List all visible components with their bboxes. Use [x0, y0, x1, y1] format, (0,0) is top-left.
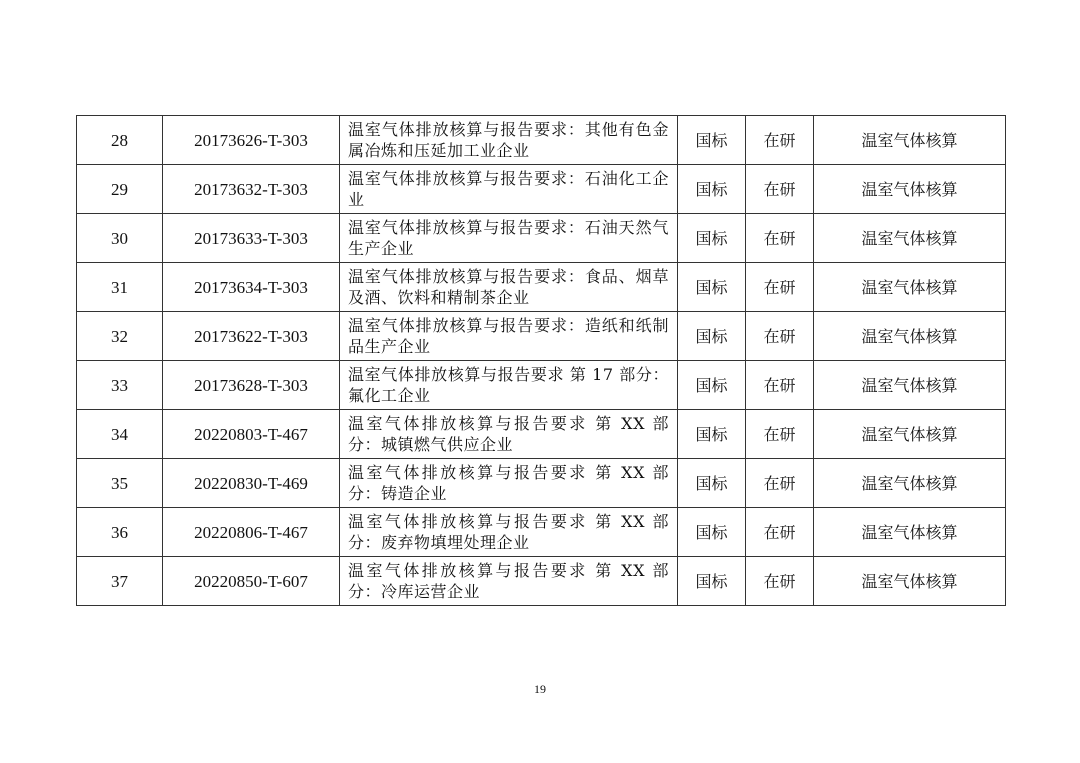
plan-code: 20220850-T-607 — [163, 557, 340, 606]
row-number: 33 — [77, 361, 163, 410]
standard-status: 在研 — [746, 459, 814, 508]
table-body — [77, 116, 1006, 606]
table-row — [77, 361, 1006, 410]
standard-category: 温室气体核算 — [814, 263, 1006, 312]
standard-name: 温室气体排放核算与报告要求：造纸和纸制品生产企业 — [340, 312, 678, 361]
standard-name: 温室气体排放核算与报告要求 第 XX 部分：城镇燃气供应企业 — [340, 410, 678, 459]
plan-code: 20173626-T-303 — [163, 116, 340, 165]
standard-type: 国标 — [678, 263, 746, 312]
standards-table — [76, 115, 1006, 606]
standard-status: 在研 — [746, 557, 814, 606]
standard-type: 国标 — [678, 165, 746, 214]
standard-category: 温室气体核算 — [814, 116, 1006, 165]
standard-name: 温室气体排放核算与报告要求 第 XX 部分：冷库运营企业 — [340, 557, 678, 606]
row-number: 34 — [77, 410, 163, 459]
standard-status: 在研 — [746, 508, 814, 557]
standard-name: 温室气体排放核算与报告要求：石油天然气生产企业 — [340, 214, 678, 263]
table-row — [77, 263, 1006, 312]
standard-type: 国标 — [678, 508, 746, 557]
standard-status: 在研 — [746, 312, 814, 361]
row-number: 37 — [77, 557, 163, 606]
plan-code: 20173628-T-303 — [163, 361, 340, 410]
standard-category: 温室气体核算 — [814, 410, 1006, 459]
table-row — [77, 459, 1006, 508]
table-row — [77, 410, 1006, 459]
standard-name: 温室气体排放核算与报告要求 第 XX 部分：废弃物填埋处理企业 — [340, 508, 678, 557]
table-row — [77, 312, 1006, 361]
standard-type: 国标 — [678, 214, 746, 263]
standard-category: 温室气体核算 — [814, 459, 1006, 508]
standard-type: 国标 — [678, 410, 746, 459]
plan-code: 20173633-T-303 — [163, 214, 340, 263]
plan-code: 20220803-T-467 — [163, 410, 340, 459]
standard-status: 在研 — [746, 116, 814, 165]
standard-name: 温室气体排放核算与报告要求：石油化工企业 — [340, 165, 678, 214]
row-number: 30 — [77, 214, 163, 263]
standard-status: 在研 — [746, 263, 814, 312]
plan-code: 20173632-T-303 — [163, 165, 340, 214]
standard-status: 在研 — [746, 165, 814, 214]
standard-name: 温室气体排放核算与报告要求：食品、烟草及酒、饮料和精制茶企业 — [340, 263, 678, 312]
table-row — [77, 116, 1006, 165]
table-row — [77, 165, 1006, 214]
row-number: 35 — [77, 459, 163, 508]
standard-type: 国标 — [678, 361, 746, 410]
standard-type: 国标 — [678, 116, 746, 165]
plan-code: 20220806-T-467 — [163, 508, 340, 557]
standard-name: 温室气体排放核算与报告要求 第 17 部分：氟化工企业 — [340, 361, 678, 410]
standard-status: 在研 — [746, 410, 814, 459]
plan-code: 20173634-T-303 — [163, 263, 340, 312]
standard-category: 温室气体核算 — [814, 312, 1006, 361]
row-number: 28 — [77, 116, 163, 165]
standard-type: 国标 — [678, 459, 746, 508]
plan-code: 20173622-T-303 — [163, 312, 340, 361]
standard-category: 温室气体核算 — [814, 214, 1006, 263]
standard-type: 国标 — [678, 312, 746, 361]
page-number: 19 — [534, 682, 546, 696]
row-number: 29 — [77, 165, 163, 214]
table-row — [77, 557, 1006, 606]
row-number: 32 — [77, 312, 163, 361]
row-number: 31 — [77, 263, 163, 312]
standard-status: 在研 — [746, 214, 814, 263]
table-row — [77, 214, 1006, 263]
plan-code: 20220830-T-469 — [163, 459, 340, 508]
standard-category: 温室气体核算 — [814, 361, 1006, 410]
table-row — [77, 508, 1006, 557]
standard-category: 温室气体核算 — [814, 508, 1006, 557]
standard-type: 国标 — [678, 557, 746, 606]
standard-name: 温室气体排放核算与报告要求：其他有色金属冶炼和压延加工业企业 — [340, 116, 678, 165]
standard-status: 在研 — [746, 361, 814, 410]
standard-category: 温室气体核算 — [814, 165, 1006, 214]
standard-name: 温室气体排放核算与报告要求 第 XX 部分：铸造企业 — [340, 459, 678, 508]
standard-category: 温室气体核算 — [814, 557, 1006, 606]
row-number: 36 — [77, 508, 163, 557]
